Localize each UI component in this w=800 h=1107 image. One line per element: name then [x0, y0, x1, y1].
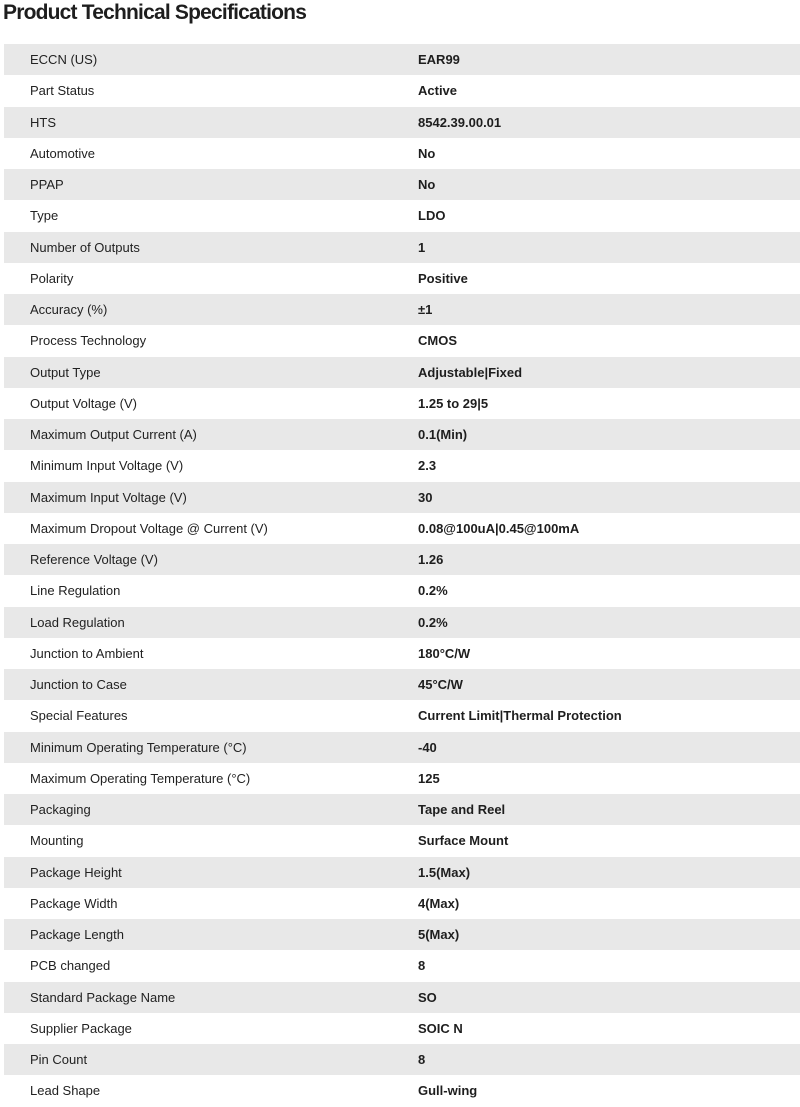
spec-value: 5(Max) — [418, 927, 460, 943]
spec-row — [4, 169, 800, 200]
spec-label: Mounting — [30, 833, 84, 849]
spec-label: Minimum Input Voltage (V) — [30, 458, 184, 474]
spec-label: Supplier Package — [30, 1020, 132, 1036]
spec-row — [4, 1044, 800, 1075]
spec-label: HTS — [30, 114, 56, 130]
spec-label: Standard Package Name — [30, 989, 176, 1005]
page-title: Product Technical Specifications — [3, 1, 307, 24]
spec-label: Package Height — [30, 864, 122, 880]
spec-value: 1.5(Max) — [418, 864, 471, 880]
spec-value: 125 — [418, 770, 440, 786]
spec-label: Output Type — [30, 364, 101, 380]
spec-row — [4, 388, 800, 419]
spec-label: Part Status — [30, 83, 95, 99]
spec-label: ECCN (US) — [30, 52, 98, 68]
spec-row — [4, 419, 800, 450]
spec-value: No — [418, 177, 436, 193]
spec-value: Surface Mount — [418, 833, 509, 849]
spec-row — [4, 544, 800, 575]
spec-value: SO — [418, 989, 437, 1005]
spec-label: Process Technology — [30, 333, 147, 349]
spec-value: Gull-wing — [418, 1083, 478, 1099]
spec-value: 0.2% — [418, 583, 448, 599]
spec-value: ±1 — [418, 302, 433, 318]
spec-label: Output Voltage (V) — [30, 395, 137, 411]
spec-row — [4, 919, 800, 950]
spec-row — [4, 575, 800, 606]
spec-value: 8542.39.00.01 — [418, 114, 502, 130]
spec-label: Junction to Ambient — [30, 645, 144, 661]
spec-label: Reference Voltage (V) — [30, 552, 158, 568]
spec-row — [4, 732, 800, 763]
spec-value: 30 — [418, 489, 433, 505]
spec-label: Polarity — [30, 270, 74, 286]
spec-label: Maximum Operating Temperature (°C) — [30, 770, 251, 786]
spec-value: Adjustable|Fixed — [418, 364, 523, 380]
spec-label: Package Width — [30, 895, 118, 911]
spec-value: 2.3 — [418, 458, 437, 474]
spec-label: Packaging — [30, 802, 91, 818]
spec-row — [4, 888, 800, 919]
spec-row — [4, 857, 800, 888]
spec-label: Line Regulation — [30, 583, 121, 599]
spec-row — [4, 200, 800, 231]
spec-row — [4, 482, 800, 513]
spec-row — [4, 107, 800, 138]
spec-value: 180°C/W — [418, 645, 471, 661]
spec-row — [4, 825, 800, 856]
spec-row — [4, 1013, 800, 1044]
spec-value: LDO — [418, 208, 446, 224]
spec-row — [4, 263, 800, 294]
spec-value: Current Limit|Thermal Protection — [418, 708, 622, 724]
spec-row — [4, 325, 800, 356]
spec-value: -40 — [418, 739, 437, 755]
spec-label: Minimum Operating Temperature (°C) — [30, 739, 247, 755]
spec-label: Lead Shape — [30, 1083, 101, 1099]
spec-label: PPAP — [30, 177, 64, 193]
spec-value: 8 — [418, 958, 426, 974]
spec-value: Tape and Reel — [418, 802, 506, 818]
spec-value: Positive — [418, 270, 468, 286]
spec-row — [4, 982, 800, 1013]
spec-label: Package Length — [30, 927, 124, 943]
spec-label: Pin Count — [30, 1052, 88, 1068]
spec-value: 1 — [418, 239, 426, 255]
spec-value: 4(Max) — [418, 895, 460, 911]
spec-row — [4, 44, 800, 75]
spec-label: Automotive — [30, 145, 96, 161]
spec-row — [4, 638, 800, 669]
spec-label: Type — [30, 208, 59, 224]
spec-row — [4, 950, 800, 981]
spec-table — [4, 44, 800, 1107]
spec-label: Accuracy (%) — [30, 302, 108, 318]
spec-row — [4, 138, 800, 169]
spec-value: 1.26 — [418, 552, 444, 568]
spec-label: Load Regulation — [30, 614, 125, 630]
spec-row — [4, 700, 800, 731]
spec-row — [4, 75, 800, 106]
spec-label: Maximum Dropout Voltage @ Current (V) — [30, 520, 268, 536]
spec-value: No — [418, 145, 436, 161]
spec-value: SOIC N — [418, 1020, 463, 1036]
spec-value: 0.08@100uA|0.45@100mA — [418, 520, 580, 536]
spec-value: 0.2% — [418, 614, 448, 630]
spec-label: Special Features — [30, 708, 128, 724]
spec-row — [4, 607, 800, 638]
spec-row — [4, 357, 800, 388]
spec-value: 1.25 to 29|5 — [418, 395, 489, 411]
spec-label: Maximum Output Current (A) — [30, 427, 197, 443]
spec-label: PCB changed — [30, 958, 111, 974]
spec-label: Number of Outputs — [30, 239, 140, 255]
spec-row — [4, 669, 800, 700]
spec-label: Junction to Case — [30, 677, 127, 693]
spec-row — [4, 232, 800, 263]
spec-value: Active — [418, 83, 458, 99]
spec-value: 0.1(Min) — [418, 427, 468, 443]
spec-value: 8 — [418, 1052, 426, 1068]
spec-row — [4, 450, 800, 481]
spec-row — [4, 794, 800, 825]
spec-value: EAR99 — [418, 52, 460, 68]
spec-row — [4, 1075, 800, 1106]
spec-value: 45°C/W — [418, 677, 463, 693]
spec-row — [4, 513, 800, 544]
spec-value: CMOS — [418, 333, 457, 349]
spec-row — [4, 294, 800, 325]
spec-row — [4, 763, 800, 794]
spec-label: Maximum Input Voltage (V) — [30, 489, 187, 505]
